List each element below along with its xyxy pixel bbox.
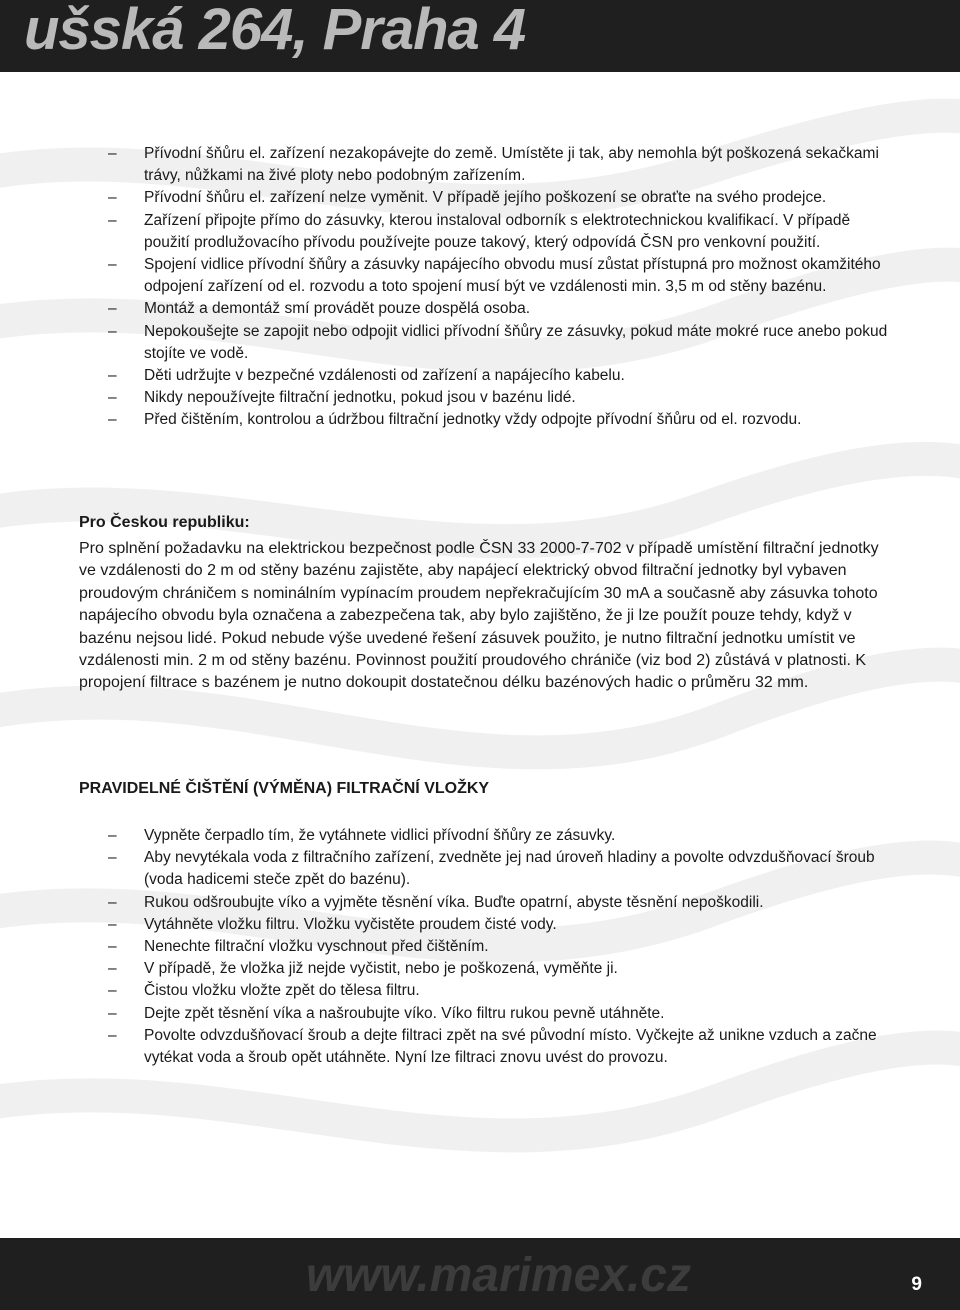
header-title: ušská 264, Praha 4 (24, 0, 526, 62)
list-item: – Vypněte čerpadlo tím, že vytáhnete vidlici přívodní šňůry ze zásuvky. (108, 825, 888, 847)
list-item: – Přívodní šňůru el. zařízení nezakopávejte do země. Umístěte ji tak, aby nemohla být poškozená sekačkami trávy, nůžkami na živé ploty nebo podobným zařízením. (108, 143, 888, 187)
list-item: – Nenechte filtrační vložku vyschnout před čištěním. (108, 936, 888, 958)
list-item: – Nepokoušejte se zapojit nebo odpojit vidlici přívodní šňůry ze zásuvky, pokud máte mokré ruce anebo pokud stojíte ve vodě. (108, 321, 888, 365)
list-item: – Dejte zpět těsnění víka a našroubujte víko. Víko filtru rukou pevně utáhněte. (108, 1003, 888, 1025)
list-item: – Děti udržujte v bezpečné vzdálenosti od zařízení a napájecího kabelu. (108, 365, 888, 387)
list-item: – Přívodní šňůru el. zařízení nelze vyměnit. V případě jejího poškození se obraťte na svého prodejce. (108, 187, 888, 209)
list-item: – Montáž a demontáž smí provádět pouze dospělá osoba. (108, 298, 888, 320)
list-item: – Před čištěním, kontrolou a údržbou filtrační jednotky vždy odpojte přívodní šňůru od el. rozvodu. (108, 409, 888, 431)
page-number: 9 (911, 1274, 922, 1295)
list-item: – Nikdy nepoužívejte filtrační jednotku, pokud jsou v bazénu lidé. (108, 387, 888, 409)
cz-paragraph: Pro splnění požadavku na elektrickou bezpečnost podle ČSN 33 2000-7-702 v případě umístění filtrační jednotky ve vzdálenosti do 2 m od stěny bazénu zajistěte, aby napájecí elektrický obvod filtrační jednotky byl vybaven proudovým chráničem s nominálním vypínacím proudem nepřekračujícím 30 mA a současně aby zásuvka tohoto napájecího obvodu byla označena a zabezpečena tak, aby bylo zajištěno, že ji lze použít pouze tehdy, když v bazénu nejsou lidé. Pokud nebude výše uvedené řešení zásuvek použito, je nutno filtrační jednotku umístit ve vzdálenosti min. 2 m od stěny bazénu. Povinnost použití proudového chrániče (viz bod 2) zůstává v platnosti. K propojení filtrace s bazénem je nutno dokoupit dostatečnou délku bazénových hadic o průměru 32 mm. (79, 540, 879, 692)
cz-section-heading: Pro Českou republiku: (79, 514, 250, 531)
list-item: – Zařízení připojte přímo do zásuvky, kterou instaloval odborník s elektrotechnickou kvalifikací. V případě použití prodlužovacího přívodu používejte pouze takový, který odpovídá ČSN pro venkovní použití. (108, 210, 888, 254)
footer-website: www.marimex.cz (306, 1249, 692, 1302)
cleaning-section-heading: PRAVIDELNÉ ČIŠTĚNÍ (VÝMĚNA) FILTRAČNÍ VLOŽKY (79, 780, 490, 797)
page-header (0, 0, 960, 72)
list-item: – Rukou odšroubujte víko a vyjměte těsnění víka. Buďte opatrní, abyste těsnění nepoškodili. (108, 892, 888, 914)
list-item: – Spojení vidlice přívodní šňůry a zásuvky napájecího obvodu musí zůstat přístupná pro možnost okamžitého odpojení zařízení od el. rozvodu a toto spojení musí být ve vzdálenosti min. 3,5 m od stěny bazénu. (108, 254, 888, 298)
cleaning-steps-list (108, 825, 888, 1069)
list-item: – Aby nevytékala voda z filtračního zařízení, zvedněte jej nad úroveň hladiny a povolte odvzdušňovací šroub (voda hadicemi steče zpět do bazénu). (108, 847, 888, 891)
safety-instructions-list (108, 143, 888, 432)
list-item: – V případě, že vložka již nejde vyčistit, nebo je poškozená, vyměňte ji. (108, 958, 888, 980)
list-item: – Povolte odvzdušňovací šroub a dejte filtraci zpět na své původní místo. Vyčkejte až unikne vzduch a začne vytékat voda a šroub opět utáhněte. Nyní lze filtraci znovu uvést do provozu. (108, 1025, 888, 1069)
list-item: – Vytáhněte vložku filtru. Vložku vyčistěte proudem čisté vody. (108, 914, 888, 936)
page-footer (0, 1238, 960, 1310)
list-item: – Čistou vložku vložte zpět do tělesa filtru. (108, 980, 888, 1002)
